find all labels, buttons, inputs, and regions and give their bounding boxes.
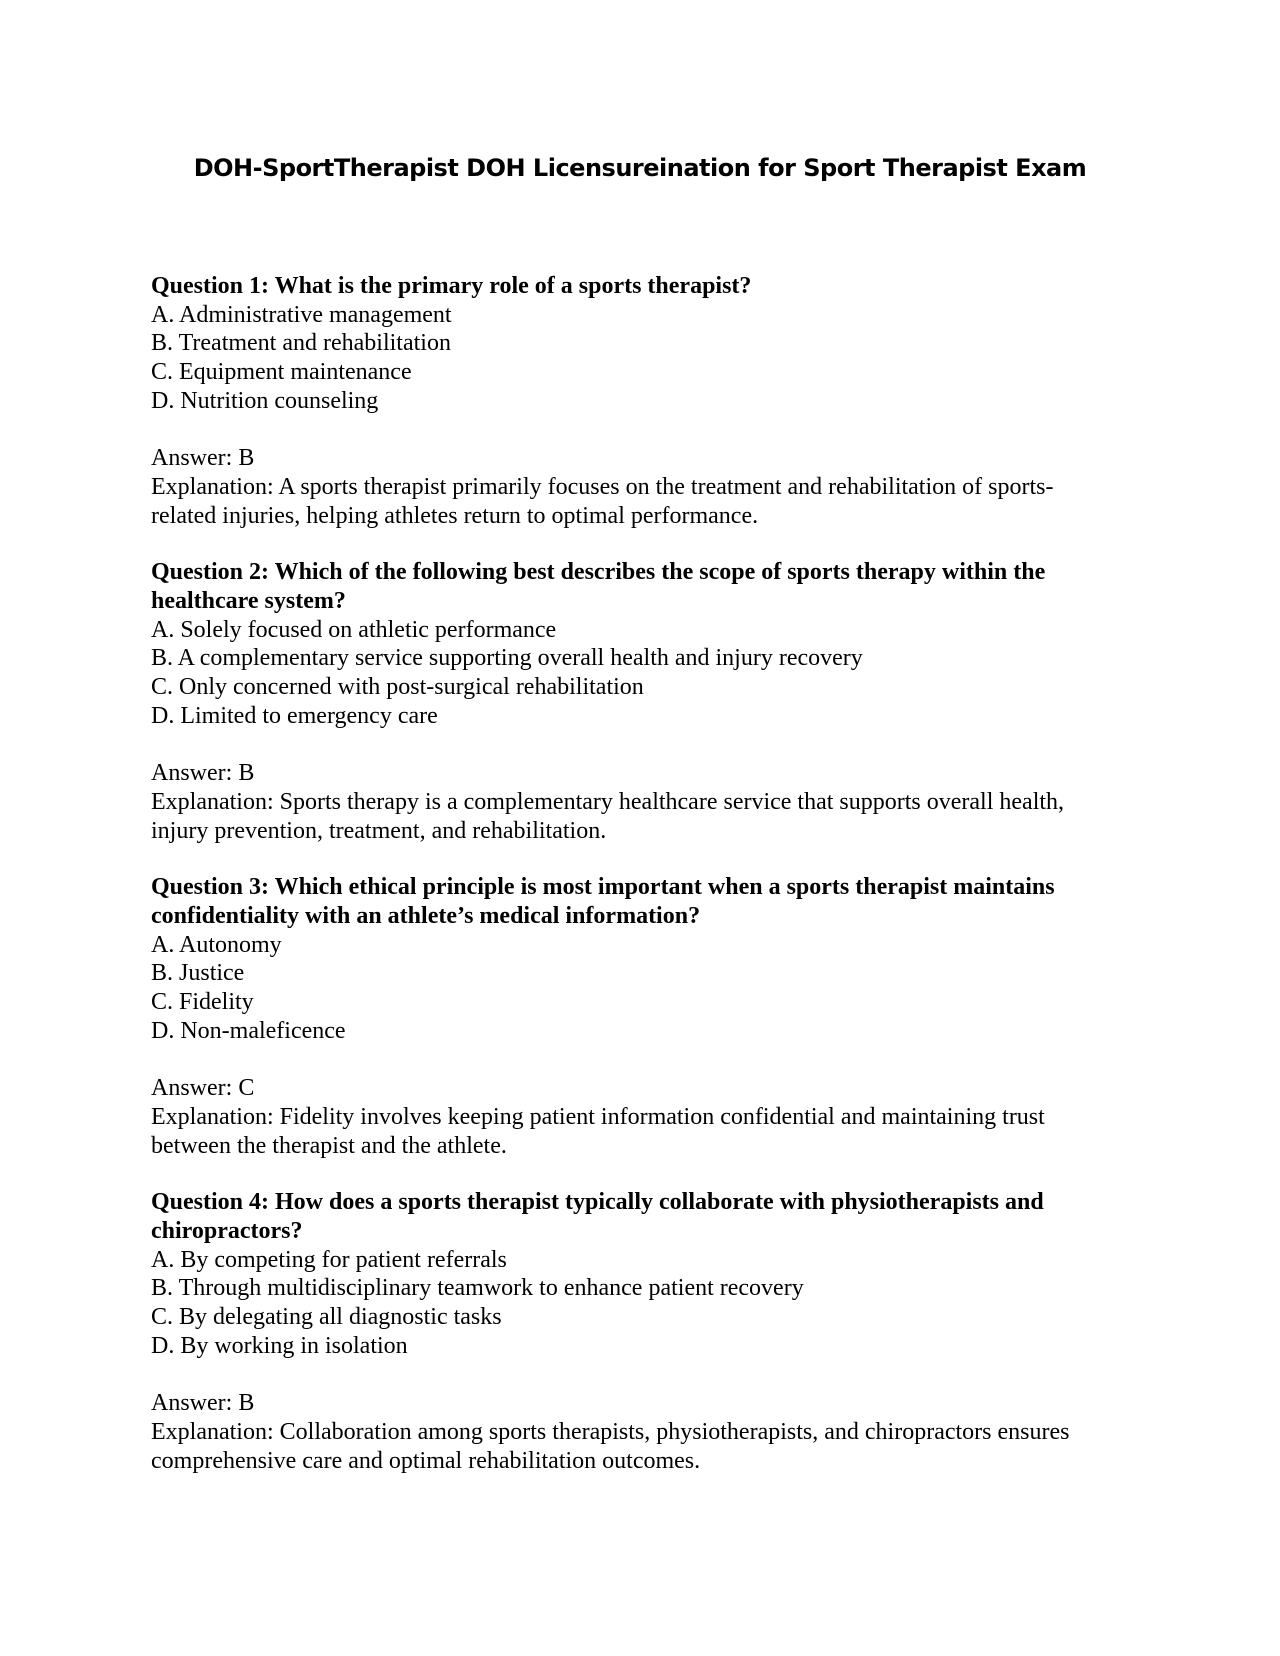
option-b: B. Justice bbox=[151, 960, 245, 987]
question-text: Question 1: What is the primary role of a sports therapist? bbox=[151, 273, 752, 299]
option-d: D. By working in isolation bbox=[151, 1332, 408, 1359]
question-list bbox=[151, 272, 1111, 1503]
option-c: C. Fidelity bbox=[151, 989, 254, 1016]
option-b: B. Treatment and rehabilitation bbox=[151, 330, 451, 357]
option-d: D. Non-maleficence bbox=[151, 1017, 346, 1044]
option-d: D. Limited to emergency care bbox=[151, 702, 438, 729]
spacer bbox=[151, 731, 1111, 760]
spacer bbox=[151, 1046, 1111, 1075]
option-d: D. Nutrition counseling bbox=[151, 387, 379, 414]
answer-text: Answer: B bbox=[151, 1390, 255, 1417]
question-text: Question 4: How does a sports therapist typically collaborate with physiotherapists and chiropractors? bbox=[151, 1189, 1044, 1245]
explanation-text: Explanation: A sports therapist primarily focuses on the treatment and rehabilitation of sports-related injuries, helping athletes return to optimal performance. bbox=[151, 473, 1054, 529]
question-text: Question 3: Which ethical principle is most important when a sports therapist maintains confidentiality with an athlete’s medical information? bbox=[151, 874, 1055, 930]
document-title: DOH-SportTherapist DOH Licensureination for Sport Therapist Exam bbox=[193, 154, 1087, 182]
question-block-1 bbox=[151, 272, 1111, 530]
question-block-3 bbox=[151, 873, 1111, 1160]
option-a: A. Autonomy bbox=[151, 931, 282, 958]
spacer bbox=[151, 416, 1111, 445]
explanation-text: Explanation: Sports therapy is a complementary healthcare service that supports overall health, injury prevention, treatment, and rehabilitation. bbox=[151, 788, 1065, 844]
option-a: A. Solely focused on athletic performance bbox=[151, 616, 557, 643]
explanation-text: Explanation: Collaboration among sports therapists, physiotherapists, and chiropractors ensures comprehensive care and optimal rehabilitation outcomes. bbox=[151, 1418, 1070, 1474]
option-c: C. Only concerned with post-surgical rehabilitation bbox=[151, 674, 644, 701]
question-block-2 bbox=[151, 558, 1111, 845]
option-b: B. Through multidisciplinary teamwork to enhance patient recovery bbox=[151, 1275, 804, 1302]
answer-text: Answer: C bbox=[151, 1075, 255, 1102]
answer-text: Answer: B bbox=[151, 445, 255, 472]
spacer bbox=[151, 1361, 1111, 1390]
option-a: A. Administrative management bbox=[151, 301, 452, 328]
option-c: C. Equipment maintenance bbox=[151, 359, 412, 386]
answer-text: Answer: B bbox=[151, 760, 255, 787]
option-c: C. By delegating all diagnostic tasks bbox=[151, 1304, 502, 1331]
option-b: B. A complementary service supporting overall health and injury recovery bbox=[151, 645, 863, 672]
question-text: Question 2: Which of the following best describes the scope of sports therapy within the healthcare system? bbox=[151, 559, 1046, 615]
question-block-4 bbox=[151, 1188, 1111, 1475]
explanation-text: Explanation: Fidelity involves keeping patient information confidential and maintaining trust between the therapist and the athlete. bbox=[151, 1103, 1045, 1159]
option-a: A. By competing for patient referrals bbox=[151, 1246, 507, 1273]
